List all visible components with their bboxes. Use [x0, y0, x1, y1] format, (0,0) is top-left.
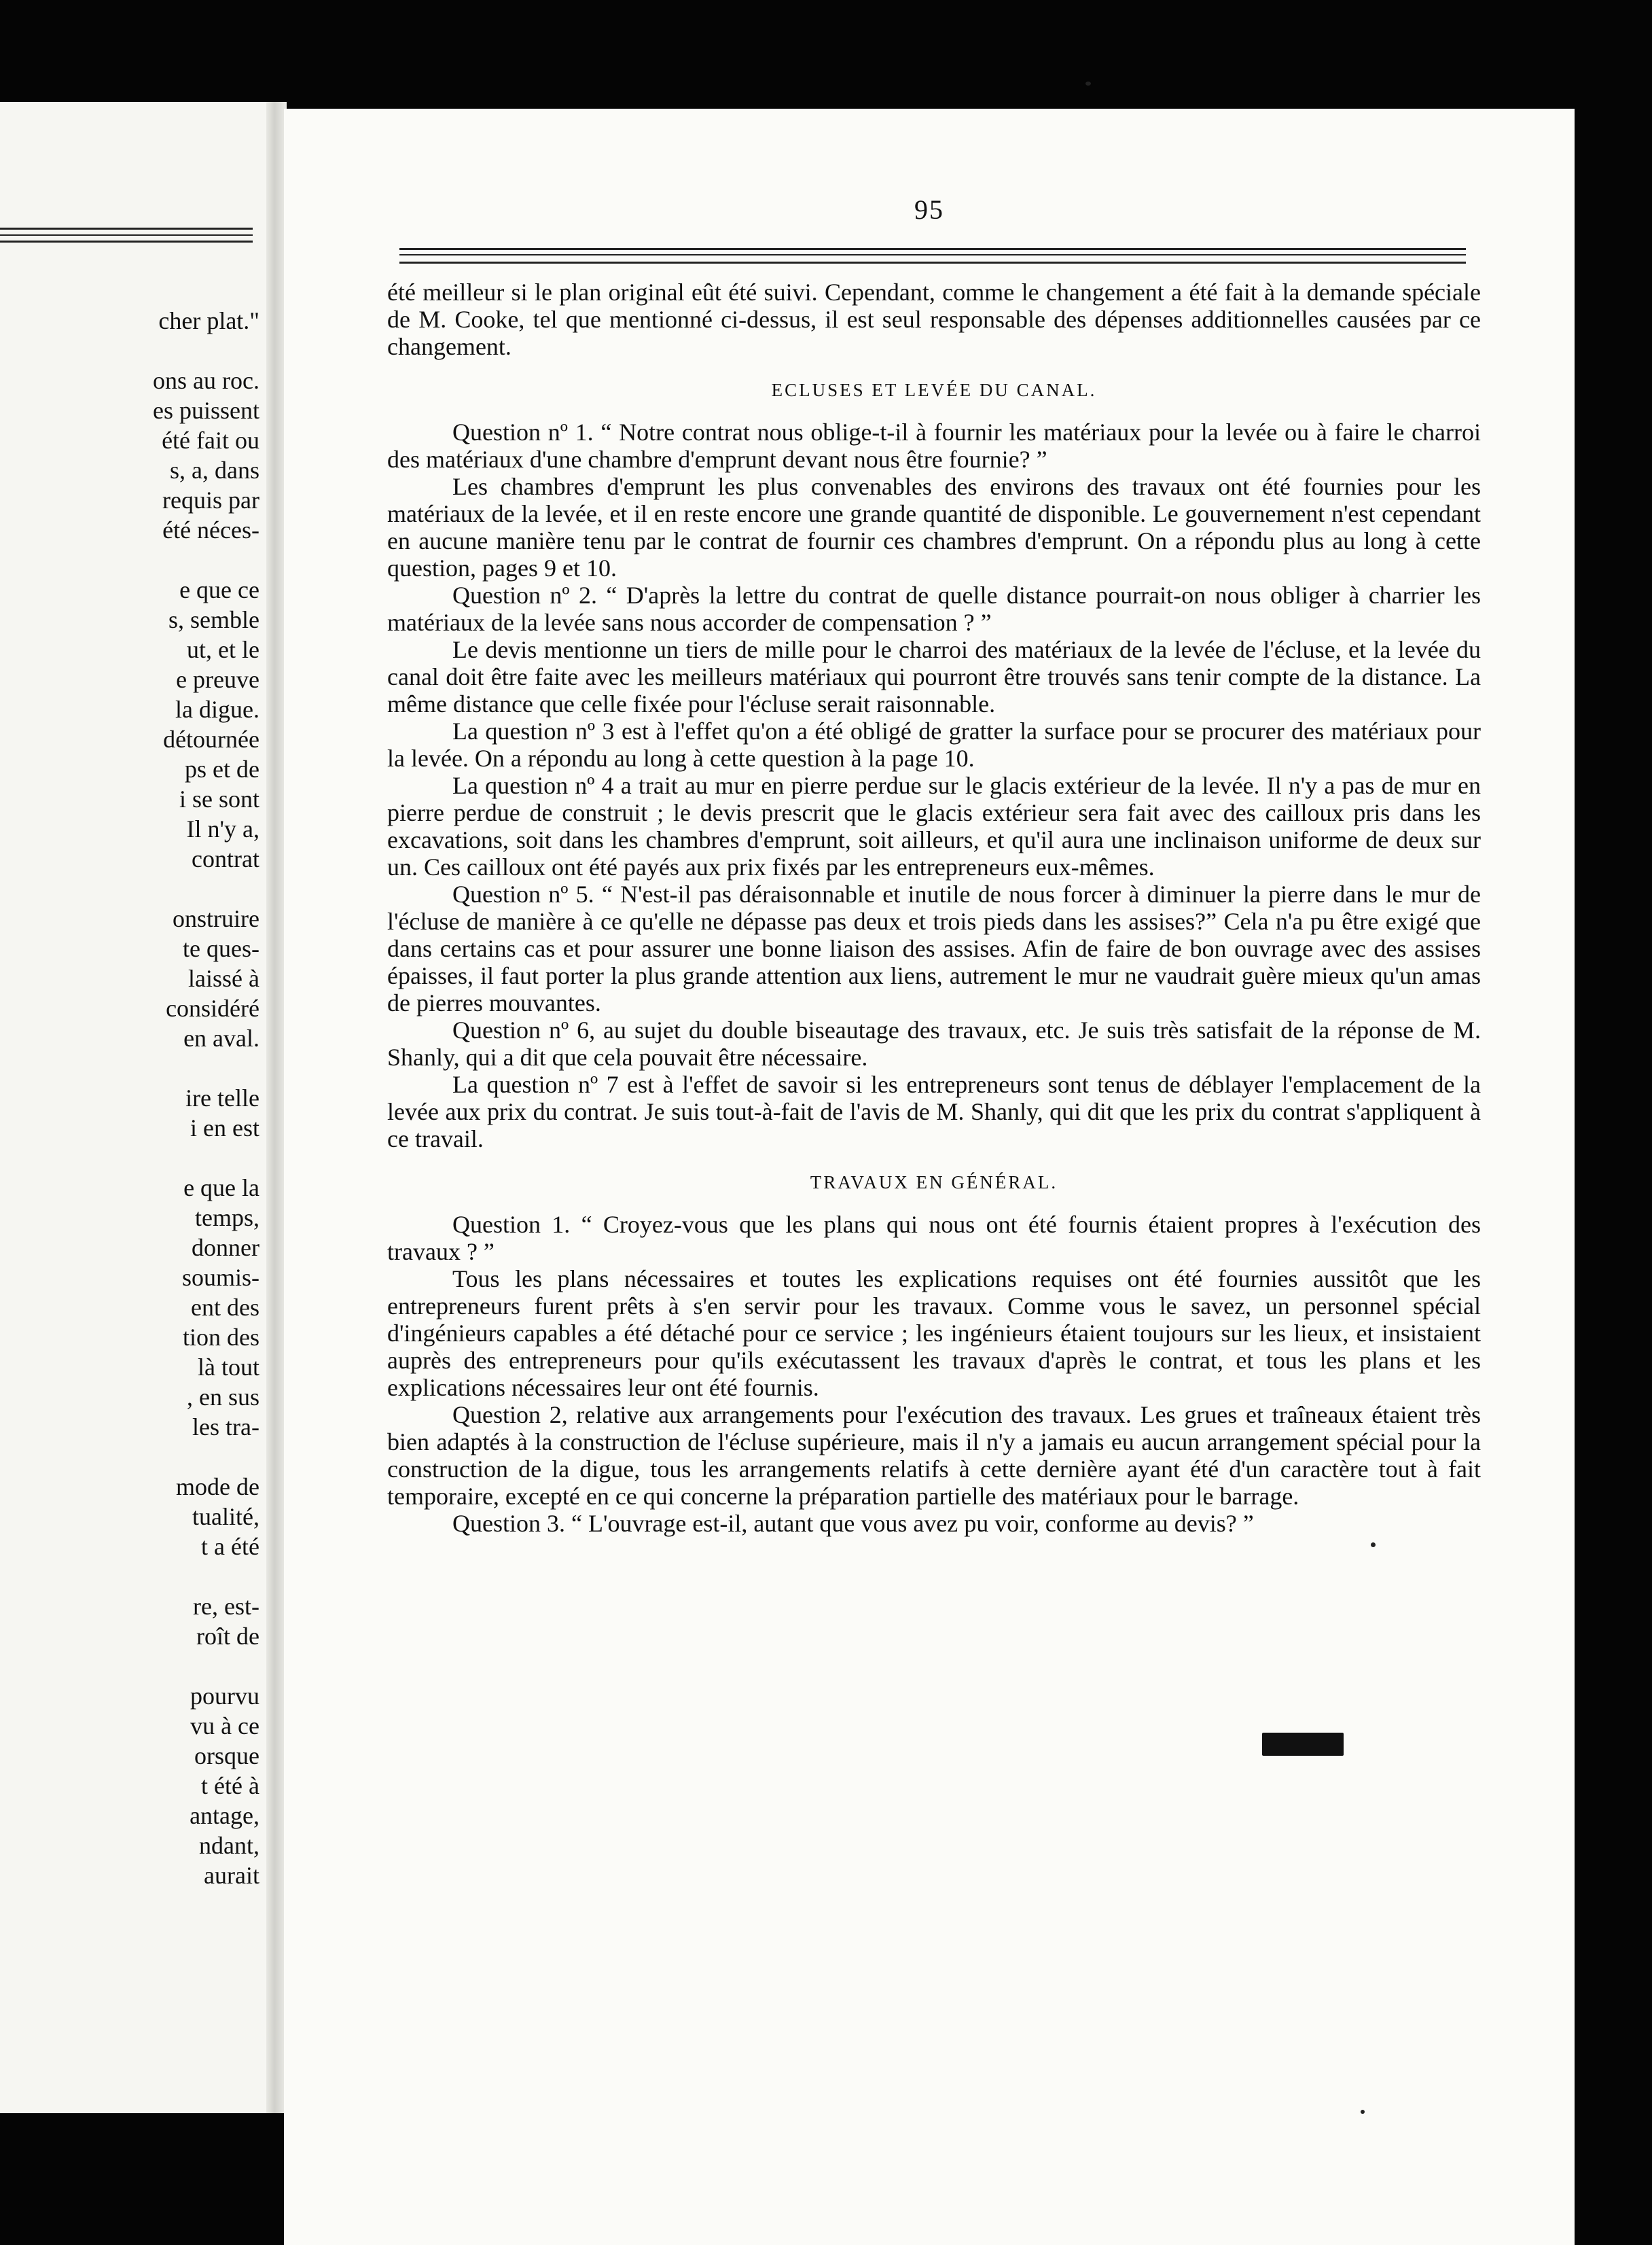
left-page-line: la digue.: [175, 696, 259, 723]
left-page-line: contrat: [192, 845, 259, 872]
section-heading: ECLUSES ET LEVÉE DU CANAL.: [771, 380, 1097, 400]
left-page-line: laissé à: [188, 965, 259, 992]
left-page-line: [0, 1651, 259, 1681]
left-page-line: e que ce: [179, 576, 259, 603]
left-page-line: [0, 1561, 259, 1591]
paragraph: La question nº 7 est à l'effet de savoir si les entrepreneurs sont tenus de déblayer l'emplacement de la levée aux prix du contrat. Je suis tout-à-fait de l'avis de M. Shanly, qui dit que les prix du contrat s'appliquent à ce travail.: [387, 1071, 1481, 1152]
left-page-line: détournée: [163, 726, 259, 753]
left-page-line: [0, 1053, 259, 1083]
left-page-line: vu à ce: [190, 1712, 259, 1739]
left-page-line: pourvu: [190, 1682, 259, 1710]
paragraph: Question nº 2. “ D'après la lettre du contrat de quelle distance pourrait-on nous obliger à charrier les matériaux de la levée sans nous accorder de compensation ? ”: [387, 582, 1481, 636]
paragraph: La question nº 3 est à l'effet qu'on a été obligé de gratter la surface pour se procurer des matériaux pour la levée. On a répondu au long à cette question à la page 10.: [387, 718, 1481, 772]
left-page-line: roît de: [196, 1623, 259, 1650]
left-page-line: tualité,: [192, 1503, 259, 1530]
left-page-line: donner: [192, 1234, 259, 1261]
paragraph: Question nº 6, au sujet du double biseautage des travaux, etc. Je suis très satisfait de la réponse de M. Shanly, qui a dit que cela pouvait être nécessaire.: [387, 1017, 1481, 1071]
left-page-line: ons au roc.: [153, 367, 259, 394]
left-page-line: ent des: [191, 1294, 259, 1321]
paragraph: Question nº 1. “ Notre contrat nous oblige-t-il à fournir les matériaux pour la levée ou à faire le charroi des matériaux d'une chambre d'emprunt devant nous être fournie? ”: [387, 419, 1481, 473]
left-page-line: [0, 1442, 259, 1472]
left-page-line: onstruire: [173, 905, 259, 932]
left-page-line: , en sus: [187, 1383, 259, 1411]
left-page-line: es puissent: [153, 397, 259, 424]
left-page-line: [0, 874, 259, 904]
left-page-line: considéré: [166, 995, 259, 1022]
left-page-line: s, a, dans: [170, 457, 259, 484]
paragraph: Question 1. “ Croyez-vous que les plans qui nous ont été fournis étaient propres à l'exécution des travaux ? ”: [387, 1211, 1481, 1265]
header-rule: [399, 262, 1466, 264]
left-facing-page: [0, 102, 268, 2113]
paragraph: La question nº 4 a trait au mur en pierre perdue sur le glacis extérieur de la levée. Il n'y a pas de mur en pierre perdue de construit ; le devis prescrit que le glacis extérieur sera fait avec des cailloux pris dans les excavations, soit dans les chambres d'emprunt, soit ailleurs, et qu'il aura une inclinaison uniforme de deux sur un. Ces cailloux ont été payés aux prix fixés par les entrepreneurs eux-mêmes.: [387, 772, 1481, 881]
section-heading: TRAVAUX EN GÉNÉRAL.: [810, 1172, 1058, 1192]
paragraph: été meilleur si le plan original eût été suivi. Cependant, comme le changement a été fait à la demande spéciale de M. Cooke, tel que mentionné ci-dessus, il est seul responsable des dépenses additionnelles causées par ce changement.: [387, 279, 1481, 360]
left-page-line: été néces-: [162, 516, 259, 544]
paragraph: Le devis mentionne un tiers de mille pour le charroi des matériaux de la levée de l'écluse, et la levée du canal doit être faite avec les meilleurs matériaux qui pourront être trouvés sans tenir compte de la distance. La même distance que celle fixée pour l'écluse serait raisonnable.: [387, 636, 1481, 718]
ink-speck: [1361, 2110, 1365, 2114]
header-rule: [399, 248, 1466, 250]
paragraph: Les chambres d'emprunt les plus convenables des environs des travaux ont été fournies pour les matériaux de la levée, et il en reste encore une grande quantité de disponible. Le gouvernement n'est cependant en aucune manière tenu par le contrat de fournir ces chambres d'emprunt. On a répondu plus au long à cette question, pages 9 et 10.: [387, 473, 1481, 582]
left-page-line: t été à: [201, 1772, 259, 1799]
main-page: [284, 109, 1575, 2245]
left-page-line: Il n'y a,: [186, 815, 259, 843]
left-page-line: e que la: [183, 1174, 259, 1201]
page-number: 95: [914, 194, 944, 225]
left-page-line: les tra-: [192, 1413, 259, 1440]
left-page-line: requis par: [162, 487, 259, 514]
left-page-header-rule: [0, 228, 253, 247]
left-page-line: ps et de: [185, 756, 259, 783]
ink-blot: [1262, 1733, 1344, 1756]
paragraph: Question nº 5. “ N'est-il pas déraisonnable et inutile de nous forcer à diminuer la pierre dans le mur de l'écluse de manière à ce qu'elle ne dépasse pas deux et trois pieds dans les assises?” Cela n'a pu être exigé que dans certains cas et pour assurer une bonne liaison des assises. Afin de faire de bon ouvrage avec des assises épaisses, il faut porter la plus grande attention aux liens, autrement le mur ne vaudrait guère mieux qu'un amas de pierres mouvantes.: [387, 881, 1481, 1017]
left-page-line: aurait: [204, 1862, 259, 1889]
ink-speck: [1085, 82, 1091, 86]
left-page-line: soumis-: [181, 1264, 259, 1291]
left-page-line: t a été: [201, 1533, 259, 1560]
left-page-line: ndant,: [199, 1832, 259, 1859]
left-page-line: ut, et le: [187, 636, 259, 663]
left-page-line: i en est: [190, 1114, 259, 1142]
left-page-line: ire telle: [185, 1084, 259, 1112]
left-page-line: re, est-: [193, 1593, 259, 1620]
left-page-line: cher plat.": [158, 307, 259, 334]
paragraph: Tous les plans nécessaires et toutes les explications requises ont été fournies aussitôt que les entrepreneurs furent prêts à s'en servir pour les travaux. Comme vous le savez, un personnel spécial d'ingénieurs capables a été détaché pour ce service ; les ingénieurs étaient toujours sur les lieux, et insistaient auprès des entrepreneurs pour qu'ils exécutassent les travaux d'après le contrat, et tous les plans et les explications nécessaires leur ont été fournis.: [387, 1265, 1481, 1401]
left-page-line: en aval.: [183, 1025, 259, 1052]
left-page-line: antage,: [190, 1802, 259, 1829]
left-page-line: tion des: [183, 1324, 259, 1351]
left-page-line: e preuve: [176, 666, 259, 693]
paragraph: Question 3. “ L'ouvrage est-il, autant que vous avez pu voir, conforme au devis? ”: [452, 1510, 1254, 1537]
left-page-line: là tout: [198, 1354, 259, 1381]
left-page-line: s, semble: [168, 606, 259, 633]
left-page-line: temps,: [195, 1204, 259, 1231]
left-page-line: orsque: [194, 1742, 259, 1769]
left-page-line: [0, 545, 259, 575]
left-page-line: mode de: [176, 1473, 259, 1500]
page-body: [387, 279, 1481, 1537]
header-rule: [399, 254, 1466, 255]
ink-speck: [1371, 1542, 1376, 1547]
left-page-line: [0, 1143, 259, 1173]
left-page-text-fragment: [0, 306, 259, 1890]
paragraph: Question 2, relative aux arrangements pour l'exécution des travaux. Les grues et traîneaux étaient très bien adaptés à la construction de l'écluse supérieure, mais il n'y a jamais eu aucun arrangement spécial pour la construction de la digue, tous les arrangements relatifs à cette dernière ayant été d'un caractère tout à fait temporaire, excepté en ce qui concerne la préparation partielle des matériaux pour le barrage.: [387, 1401, 1481, 1510]
left-page-line: te ques-: [183, 935, 259, 962]
left-page-line: i se sont: [179, 785, 259, 813]
left-page-line: été fait ou: [162, 427, 259, 454]
left-page-line: [0, 336, 259, 366]
